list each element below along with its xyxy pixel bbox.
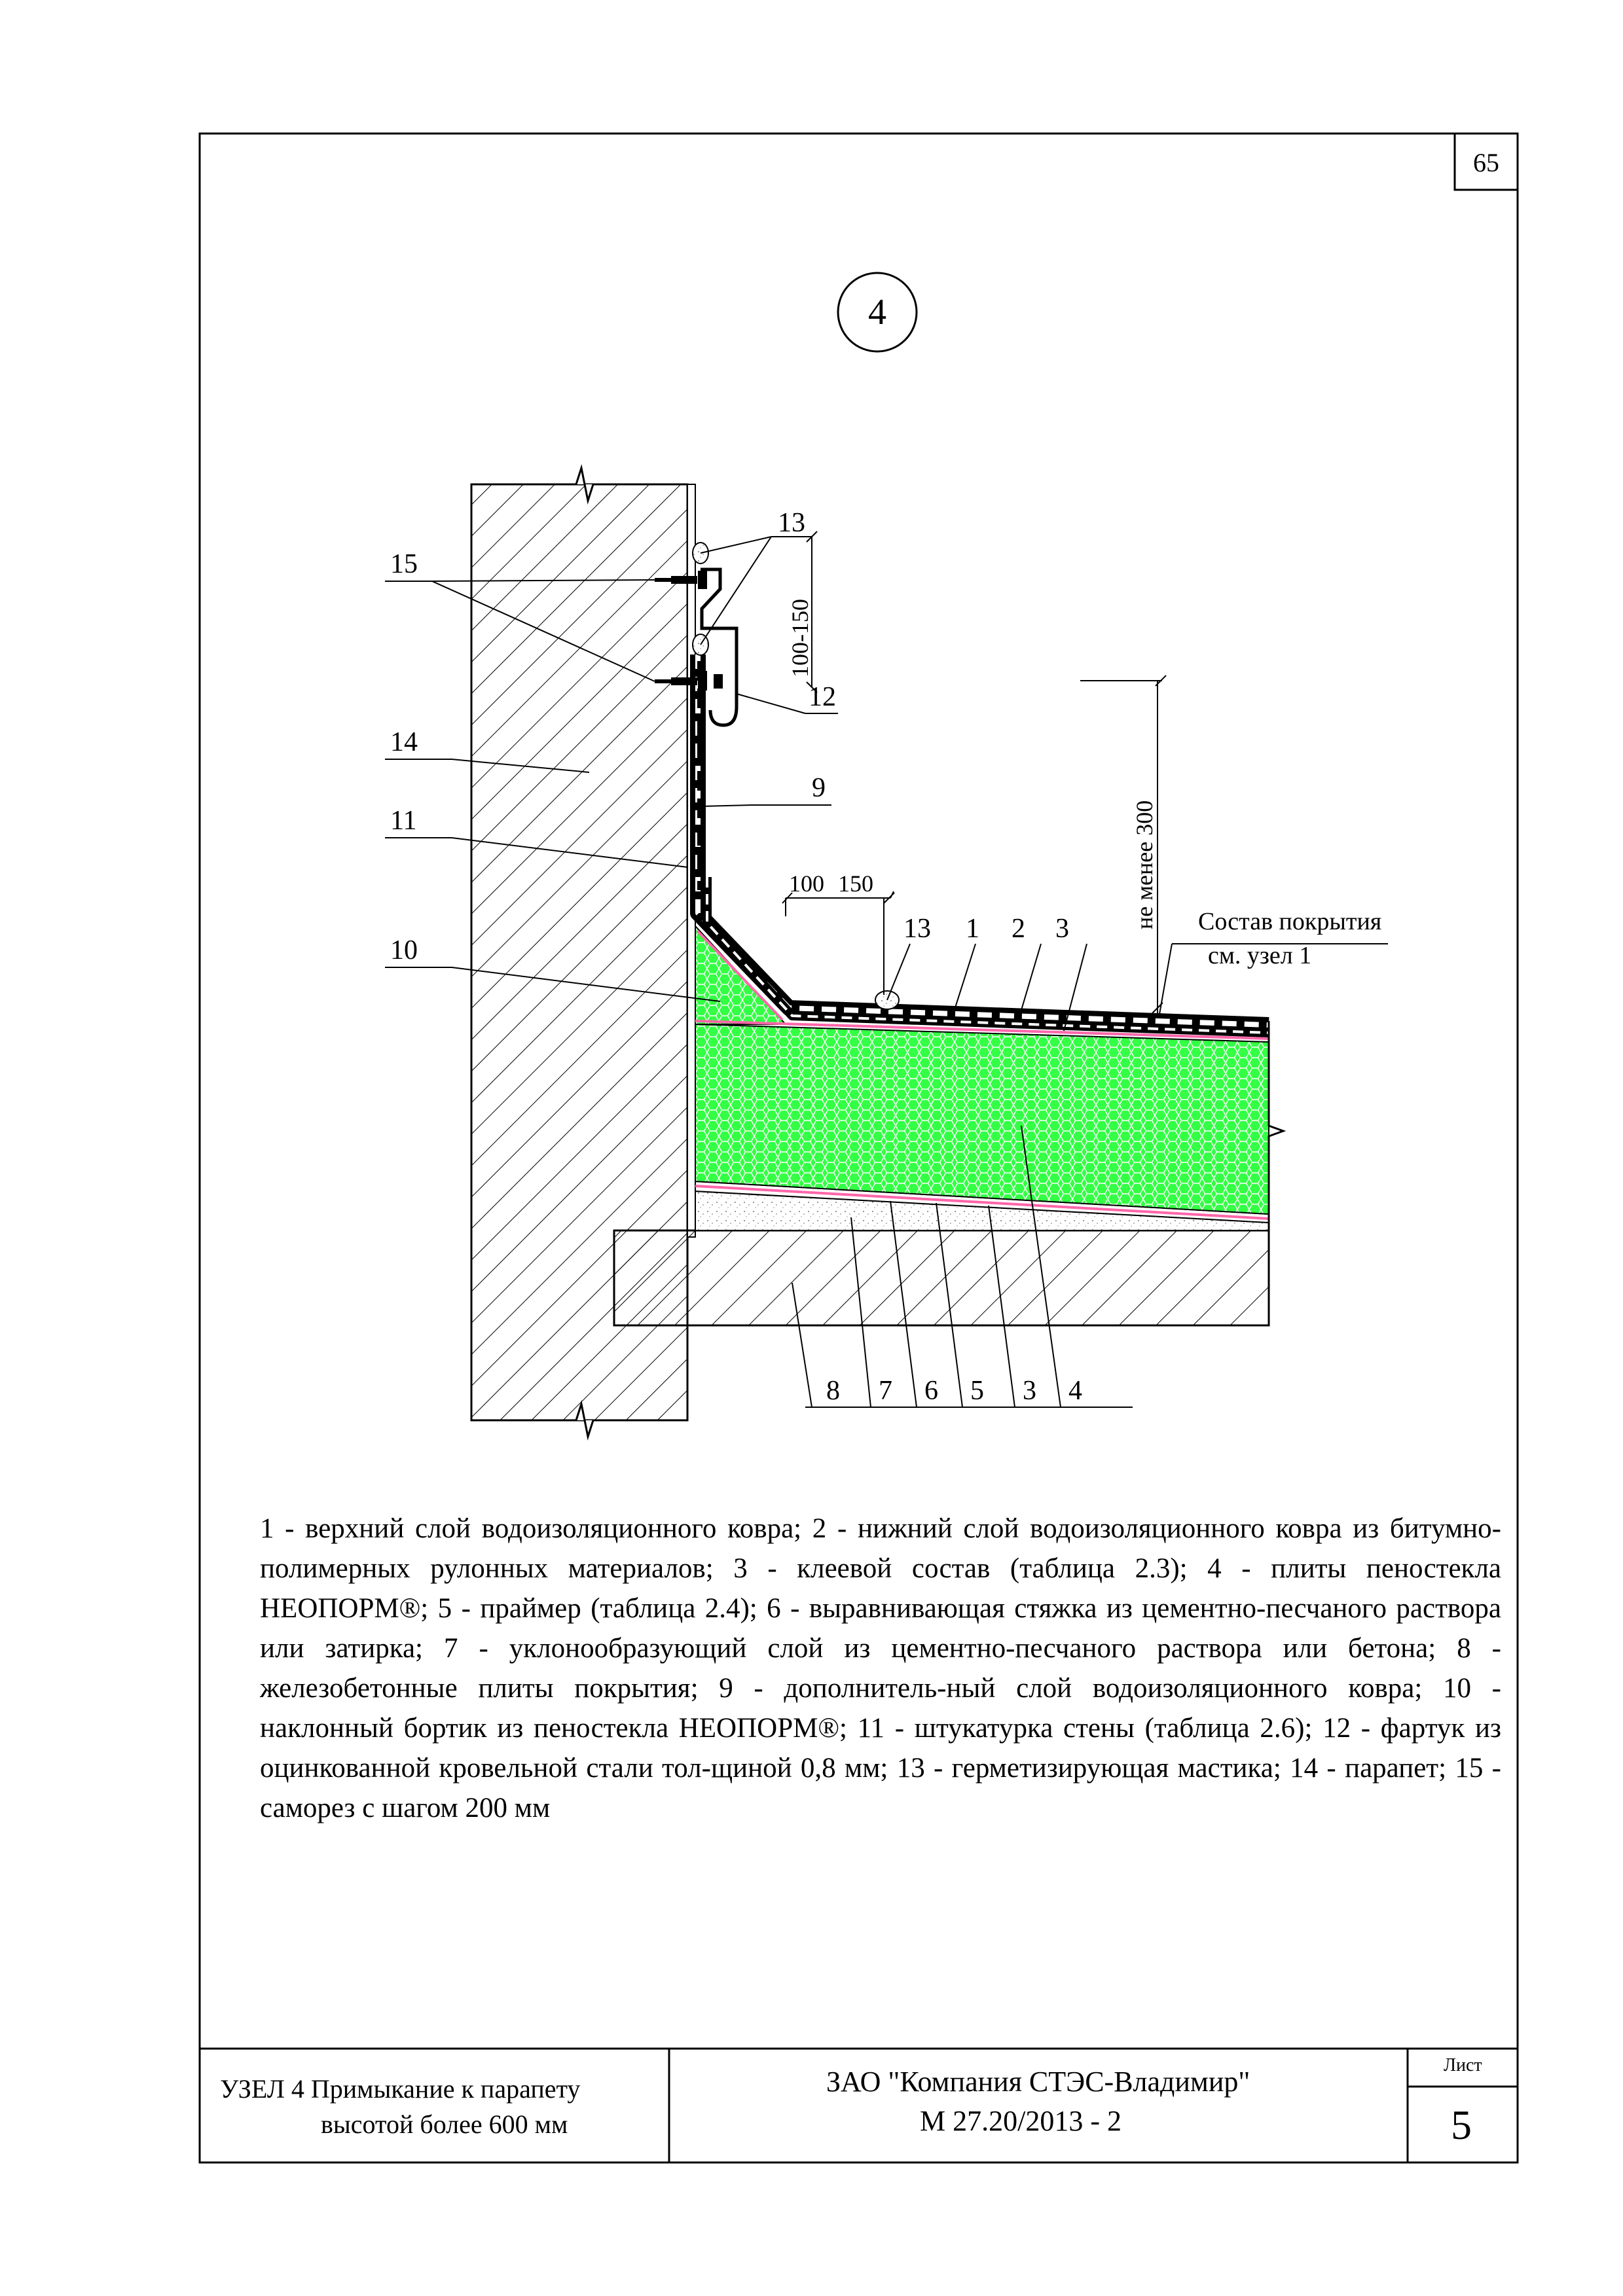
page-number: 65 [1473, 148, 1499, 177]
callout-2: 2 [1012, 914, 1025, 944]
callout-15: 15 [390, 549, 418, 579]
callout-7: 7 [879, 1376, 892, 1406]
callout-4: 4 [1068, 1376, 1082, 1406]
insulation-boards [695, 1024, 1269, 1214]
document-code: М 27.20/2013 - 2 [920, 2105, 1122, 2137]
callout-13-roof: 13 [903, 914, 931, 944]
node-number: 4 [868, 292, 886, 332]
dim-100-150: 100-150 [787, 599, 813, 677]
roof-break-right [1269, 1021, 1283, 1230]
dim-150: 150 [838, 870, 873, 897]
callout-13-top: 13 [778, 508, 805, 538]
callout-1: 1 [966, 914, 979, 944]
title-line-2: высотой более 600 мм [321, 2109, 568, 2139]
callout-10: 10 [390, 935, 418, 965]
dimension-lines [782, 531, 1166, 1018]
callout-3-top: 3 [1055, 914, 1069, 944]
company-name: ЗАО "Компания СТЭС-Владимир" [826, 2066, 1250, 2098]
dim-100: 100 [789, 870, 824, 897]
callout-9: 9 [812, 773, 826, 803]
dim-min-300: не менее 300 [1131, 800, 1158, 929]
sheet-number: 5 [1451, 2102, 1472, 2148]
callout-3-bottom: 3 [1023, 1376, 1036, 1406]
note-line-2: см. узел 1 [1208, 942, 1312, 969]
sheet-label: Лист [1444, 2055, 1482, 2075]
callout-14: 14 [390, 727, 418, 757]
note-line-1: Состав покрытия [1198, 908, 1382, 935]
callout-11: 11 [390, 806, 417, 836]
callout-5: 5 [970, 1376, 984, 1406]
title-line-1: УЗЕЛ 4 Примыкание к парапету [220, 2074, 581, 2104]
callout-8: 8 [826, 1376, 840, 1406]
callout-6: 6 [924, 1376, 938, 1406]
callout-12: 12 [809, 682, 836, 712]
legend-text: 1 - верхний слой водоизоляционного ковра; 2 - нижний слой водоизоляционного ковра из битумно-полимерных рулонных материалов; 3 - клеевой состав (таблица 2.3); 4 - плиты пеностекла НЕОПОРМ®; 5 - праймер (таблица 2.4); 6 - выравнивающая стяжка из цементно-песчаного раствора или затирка; 7 - уклонообразующий слой из цементно-песчаного раствора или бетона; 8 - железобетонные плиты покрытия; 9 - дополнитель-ный слой водоизоляционного ковра; 10 - наклонный бортик из пеностекла НЕОПОРМ®; 11 - штукатурка стены (таблица 2.6); 12 - фартук из оцинкованной кровельной стали тол-щиной 0,8 мм; 13 - герметизирующая мастика; 14 - парапет; 15 - саморез с шагом 200 мм [260, 1513, 1501, 1823]
waterproofing-membrane [698, 655, 1269, 1033]
